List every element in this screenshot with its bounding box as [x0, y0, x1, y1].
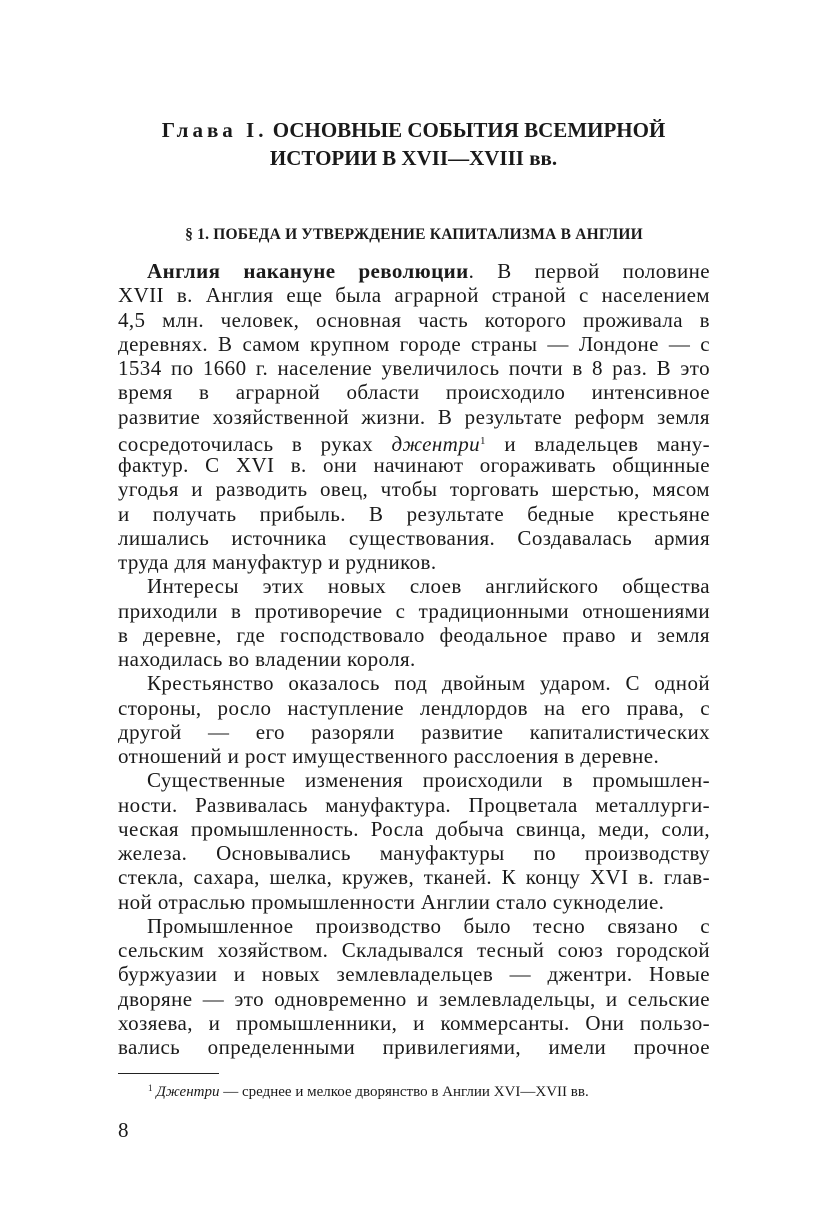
text-run: труда для мануфактур и рудников. — [118, 550, 437, 574]
text-line — [118, 987, 710, 1011]
text-run: другой — его разоряли развитие капиталистических — [118, 719, 710, 744]
text-run: отношений и рост имущественного расслоения в деревне. — [118, 744, 660, 768]
chapter-title-line-1 — [0, 116, 827, 144]
chapter-title-text: ОСНОВНЫЕ СОБЫТИЯ ВСЕМИРНОЙ — [272, 118, 666, 142]
text-line — [118, 477, 710, 501]
text-run: буржуазии и новых землевладельцев — джентри. Новые — [118, 962, 710, 987]
footnote-ref: 1 — [480, 434, 486, 447]
text-run: железа. Основывались мануфактуры по производству — [118, 841, 710, 865]
text-run: Существенные изменения происходили в промышлен- — [147, 768, 710, 793]
section-title: § 1. ПОБЕДА И УТВЕРЖДЕНИЕ КАПИТАЛИЗМА В АНГЛИИ — [185, 226, 643, 243]
paragraph — [118, 671, 710, 768]
text-line — [118, 356, 710, 380]
text-run: хозяева, и промышленники, и коммерсанты. Они пользо- — [118, 1010, 710, 1035]
text-line — [118, 453, 710, 477]
text-run: деревнях. В самом крупном городе страны — Лондоне — с — [118, 331, 710, 356]
text-run: сельским хозяйством. Складывался тесный союз городской — [118, 938, 710, 962]
text-run: стекла, сахара, шелка, кружев, тканей. К концу XVI в. глав- — [118, 865, 710, 890]
text-run: 4,5 млн. человек, основная часть которого проживала в — [118, 307, 710, 332]
text-run: фактур. С XVI в. они начинают огораживать общинные — [118, 453, 710, 477]
text-line — [118, 865, 710, 889]
text-line — [118, 817, 710, 841]
text-run: вались определенными привилегиями, имели прочное — [118, 1035, 710, 1059]
text-line — [118, 502, 710, 526]
chapter-label: Глава I. — [161, 118, 268, 142]
italic-term: джентри — [391, 431, 481, 456]
text-run: развитие хозяйственной жизни. В результате реформ земля — [118, 404, 710, 429]
text-run: ческая промышленность. Росла добыча свинца, меди, соли, — [118, 816, 710, 841]
text-run: в деревне, где господствовало феодальное право и земля — [118, 622, 710, 647]
text-line — [118, 768, 710, 792]
footnote — [148, 1083, 589, 1101]
text-line — [118, 283, 710, 307]
text-run: стороны, росло наступление лендлордов на его права, с — [118, 695, 710, 720]
text-run: Интересы этих новых слоев английского общества — [147, 574, 710, 599]
text-line — [118, 938, 710, 962]
text-line — [118, 962, 710, 986]
paragraph — [118, 914, 710, 1060]
text-line — [118, 526, 710, 550]
paragraph — [118, 768, 710, 914]
page-number: 8 — [118, 1118, 129, 1142]
text-run: приходили в противоречие с традиционными отношениями — [118, 598, 710, 623]
text-line — [118, 793, 710, 817]
footnote-text: — среднее и мелкое дворянство в Англии XVI—XVII вв. — [219, 1084, 589, 1100]
text-run: ности. Развивалась мануфактура. Процветала металлурги- — [118, 792, 710, 817]
text-line — [118, 259, 710, 283]
text-run: лишались источника существования. Создавалась армия — [118, 525, 710, 550]
footnote-mark: 1 — [148, 1083, 153, 1093]
text-run: сосредоточилась в руках — [118, 431, 392, 456]
text-line — [118, 574, 710, 598]
bold-lead-in: Англия накануне революции — [147, 259, 469, 283]
text-run: Промышленное производство было тесно связано с — [147, 913, 710, 938]
text-line — [118, 914, 710, 938]
text-line — [118, 841, 710, 865]
text-line — [118, 332, 710, 356]
text-line — [118, 647, 710, 671]
text-run: угодья и разводить овец, чтобы торговать шерстью, мясом — [118, 477, 710, 502]
text-line — [118, 405, 710, 429]
text-line — [118, 429, 710, 456]
text-run: находилась во владении короля. — [118, 647, 416, 671]
text-run: время в аграрной области происходило интенсивное — [118, 380, 710, 405]
text-line — [118, 744, 710, 768]
text-line — [118, 720, 710, 744]
body-text — [118, 259, 710, 1059]
text-line — [118, 890, 710, 914]
text-run: XVII в. Англия еще была аграрной страной с населением — [118, 283, 710, 308]
text-run: Крестьянство оказалось под двойным ударом. С одной — [147, 671, 710, 696]
text-line — [118, 599, 710, 623]
text-run: и получать прибыль. В результате бедные крестьяне — [118, 501, 710, 526]
footnote-term: Джентри — [156, 1084, 220, 1100]
text-line — [118, 671, 710, 695]
chapter-heading — [0, 116, 827, 172]
text-line — [118, 380, 710, 404]
text-line — [118, 696, 710, 720]
text-run: дворяне — это одновременно и землевладельцы, и сельские — [118, 986, 710, 1011]
chapter-title-line-2: ИСТОРИИ В XVII—XVIII вв. — [269, 146, 558, 170]
text-line — [118, 623, 710, 647]
text-run: ной отраслью промышленности Англии стало сукноделие. — [118, 889, 665, 914]
text-line — [118, 308, 710, 332]
paragraph — [118, 574, 710, 671]
paragraph — [118, 259, 710, 574]
text-run: 1534 по 1660 г. население увеличилось почти в 8 раз. В это — [118, 356, 710, 380]
footnote-divider — [118, 1073, 219, 1074]
text-line — [118, 1011, 710, 1035]
text-run: . В первой половине — [468, 259, 710, 283]
text-run: и владельцев ману- — [485, 431, 710, 456]
text-line — [118, 1035, 710, 1059]
text-line — [118, 550, 710, 574]
